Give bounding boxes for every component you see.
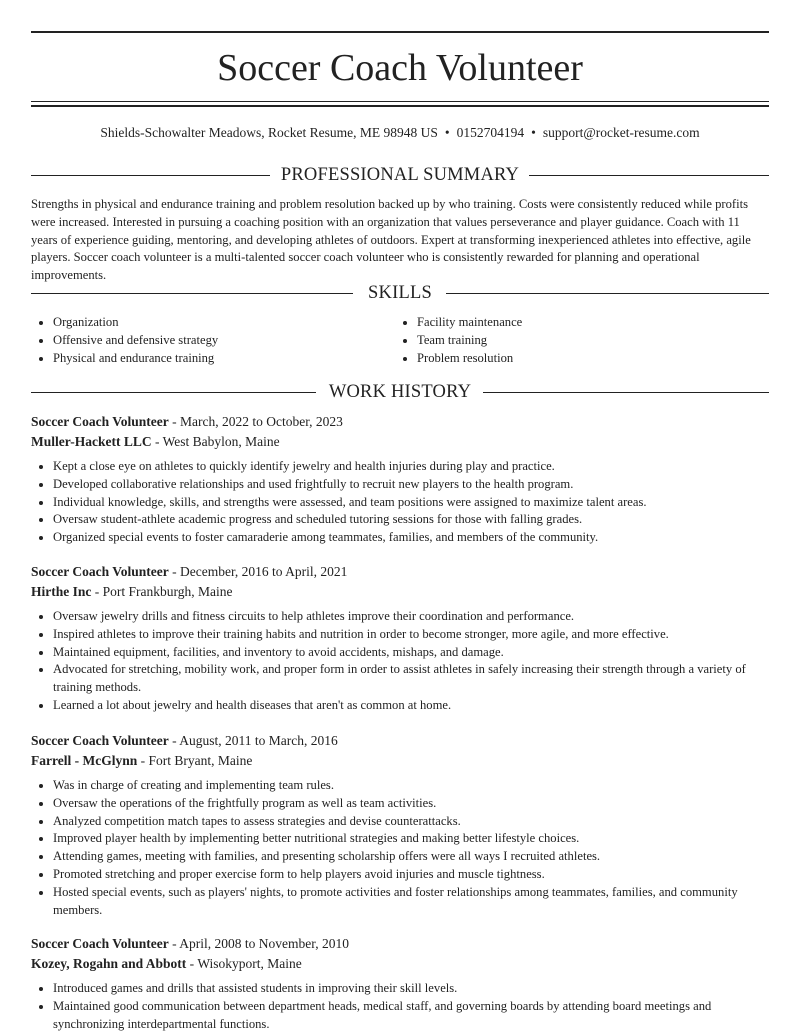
skill-item: • Team training	[417, 332, 735, 350]
job-dates: March, 2022 to October, 2023	[180, 414, 343, 429]
job-bullet: • Kept a close eye on athletes to quickly identify jewelry and health injuries during play and practice.	[53, 458, 769, 476]
job-dates: April, 2008 to November, 2010	[179, 936, 349, 951]
job-bullet: • Improved player health by implementing better nutritional strategies and making better lifestyle choices.	[53, 830, 769, 848]
job-dates: December, 2016 to April, 2021	[180, 564, 348, 579]
job-entry: Soccer Coach Volunteer - April, 2008 to November, 2010 Kozey, Rogahn and Abbott - Wisokyport, Maine • Introduced games and drills that assisted students in improving their skill levels. • Maintained good communication between department heads, medical staff, and governing boards by attending board meetings and synchronizing interdepartmental functions.	[31, 934, 769, 1033]
page-title: Soccer Coach Volunteer	[217, 47, 583, 89]
job-bullet: • Oversaw the operations of the frightfully program as well as team activities.	[53, 795, 769, 813]
job-title: Soccer Coach Volunteer	[31, 564, 169, 579]
job-bullet: • Inspired athletes to improve their training habits and nutrition in order to become stronger, more agile, and more effective.	[53, 626, 769, 644]
section-title: PROFESSIONAL SUMMARY	[280, 165, 520, 185]
skill-item: • Offensive and defensive strategy	[53, 332, 371, 350]
skills-column-left	[31, 314, 371, 367]
job-bullet: • Oversaw jewelry drills and fitness circuits to help athletes improve their coordination and performance.	[53, 608, 769, 626]
job-entry: Soccer Coach Volunteer - March, 2022 to October, 2023 Muller-Hackett LLC - West Babylon, Maine • Kept a close eye on athletes to quickly identify jewelry and health injuries during play and practice. • Developed collaborative relationships and used frightfully to recruit new players to the health program. • Individual knowledge, skills, and strengths were assessed, and team positions were assigned to maximize talent areas. • Oversaw student-athlete academic progress and scheduled tutoring sessions for those with falling grades. • Organized special events to foster camaraderie among teammates, families, and members of the community.	[31, 412, 769, 547]
job-title: Soccer Coach Volunteer	[31, 936, 169, 951]
job-bullet: • Attending games, meeting with families, and presenting scholarship offers were all ways I recruited athletes.	[53, 848, 769, 866]
job-company: Muller-Hackett LLC	[31, 433, 152, 449]
job-entry: Soccer Coach Volunteer - December, 2016 to April, 2021 Hirthe Inc - Port Frankburgh, Maine • Oversaw jewelry drills and fitness circuits to help athletes improve their coordination and performance. • Inspired athletes to improve their training habits and nutrition in order to become stronger, more agile, and more effective. • Maintained equipment, facilities, and inventory to avoid accidents, mishaps, and damage. • Advocated for stretching, mobility work, and proper form in order to assist athletes in safely increasing their strength through a variety of training methods. • Learned a lot about jewelry and health diseases that aren't as common at home.	[31, 562, 769, 715]
contact-address: Shields-Schowalter Meadows, Rocket Resume, ME 98948 US	[100, 125, 438, 140]
job-bullet: • Developed collaborative relationships and used frightfully to recruit new players to the health program.	[53, 476, 769, 494]
job-bullet: • Maintained equipment, facilities, and inventory to avoid accidents, mishaps, and damage.	[53, 644, 769, 662]
job-location: Port Frankburgh, Maine	[102, 583, 233, 599]
job-bullet: • Promoted stretching and proper exercise form to help players avoid injuries and muscle tightness.	[53, 866, 769, 884]
section-title: WORK HISTORY	[328, 382, 472, 402]
job-bullet: • Learned a lot about jewelry and health diseases that aren't as common at home.	[53, 697, 769, 715]
job-bullet: • Oversaw student-athlete academic progress and scheduled tutoring sessions for those with falling grades.	[53, 511, 769, 529]
job-location: Wisokyport, Maine	[197, 955, 302, 971]
top-rule	[31, 31, 769, 33]
skill-item: • Problem resolution	[417, 350, 735, 368]
job-bullet: • Hosted special events, such as players' nights, to promote activities and foster relationships among teammates, families, and community members.	[53, 884, 769, 920]
contact-email[interactable]: support@rocket-resume.com	[542, 125, 700, 140]
job-bullet: • Advocated for stretching, mobility work, and proper form in order to assist athletes in safely increasing their strength through a variety of training methods.	[53, 661, 769, 697]
contact-line	[31, 124, 769, 142]
skill-item: • Organization	[53, 314, 371, 332]
summary-text: Strengths in physical and endurance training and problem resolution backed up by who training. Costs were consistently reduced while profits were increased. Interested in pursuing a coaching position with an organization that values perseverance and player guidance. Coach with 11 years of experience guiding, mentoring, and developing athletes of outdoors. Expert at transforming inexperienced athletes into effective, agile players. Soccer coach volunteer is a multi-talented soccer coach volunteer who is consistently rewarded for planning and operational improvements.	[31, 197, 751, 283]
skill-item: • Facility maintenance	[417, 314, 735, 332]
section-summary-heading	[31, 163, 769, 187]
contact-separator: •	[444, 125, 450, 140]
job-company: Kozey, Rogahn and Abbott	[31, 955, 187, 971]
job-company: Farrell - McGlynn	[31, 752, 138, 768]
skills-column-right	[395, 314, 735, 367]
job-title: Soccer Coach Volunteer	[31, 414, 169, 429]
contact-separator: •	[531, 125, 536, 140]
job-dates: August, 2011 to March, 2016	[179, 733, 338, 748]
job-location: Fort Bryant, Maine	[148, 752, 253, 768]
job-company: Hirthe Inc	[31, 583, 92, 599]
job-entry: Soccer Coach Volunteer - August, 2011 to March, 2016 Farrell - McGlynn - Fort Bryant, Maine • Was in charge of creating and implementing team rules. • Oversaw the operations of the frightfully program as well as team activities. • Analyzed competition match tapes to assess strategies and devise counterattacks. • Improved player health by implementing better nutritional strategies and making better lifestyle choices. • Attending games, meeting with families, and presenting scholarship offers were all ways I recruited athletes. • Promoted stretching and proper exercise form to help players avoid injuries and muscle tightness. • Hosted special events, such as players' nights, to promote activities and foster relationships among teammates, families, and community members.	[31, 731, 769, 919]
skill-item: • Physical and endurance training	[53, 350, 371, 368]
section-skills-heading	[31, 281, 769, 305]
job-bullet: • Maintained good communication between department heads, medical staff, and governing boards by attending board meetings and synchronizing interdepartmental functions.	[53, 998, 769, 1034]
job-bullet: • Organized special events to foster camaraderie among teammates, families, and members of the community.	[53, 529, 769, 547]
title-double-rule	[31, 101, 769, 107]
job-bullet: • Introduced games and drills that assisted students in improving their skill levels.	[53, 980, 769, 998]
job-title: Soccer Coach Volunteer	[31, 733, 169, 748]
job-location: West Babylon, Maine	[162, 433, 280, 449]
job-bullet: • Was in charge of creating and implementing team rules.	[53, 777, 769, 795]
job-bullet: • Analyzed competition match tapes to assess strategies and devise counterattacks.	[53, 813, 769, 831]
section-title: SKILLS	[368, 283, 432, 303]
contact-phone: 0152704194	[456, 125, 525, 140]
job-bullet: • Individual knowledge, skills, and strengths were assessed, and team positions were assigned to maximize talent areas.	[53, 494, 769, 512]
section-work-heading	[31, 380, 769, 404]
